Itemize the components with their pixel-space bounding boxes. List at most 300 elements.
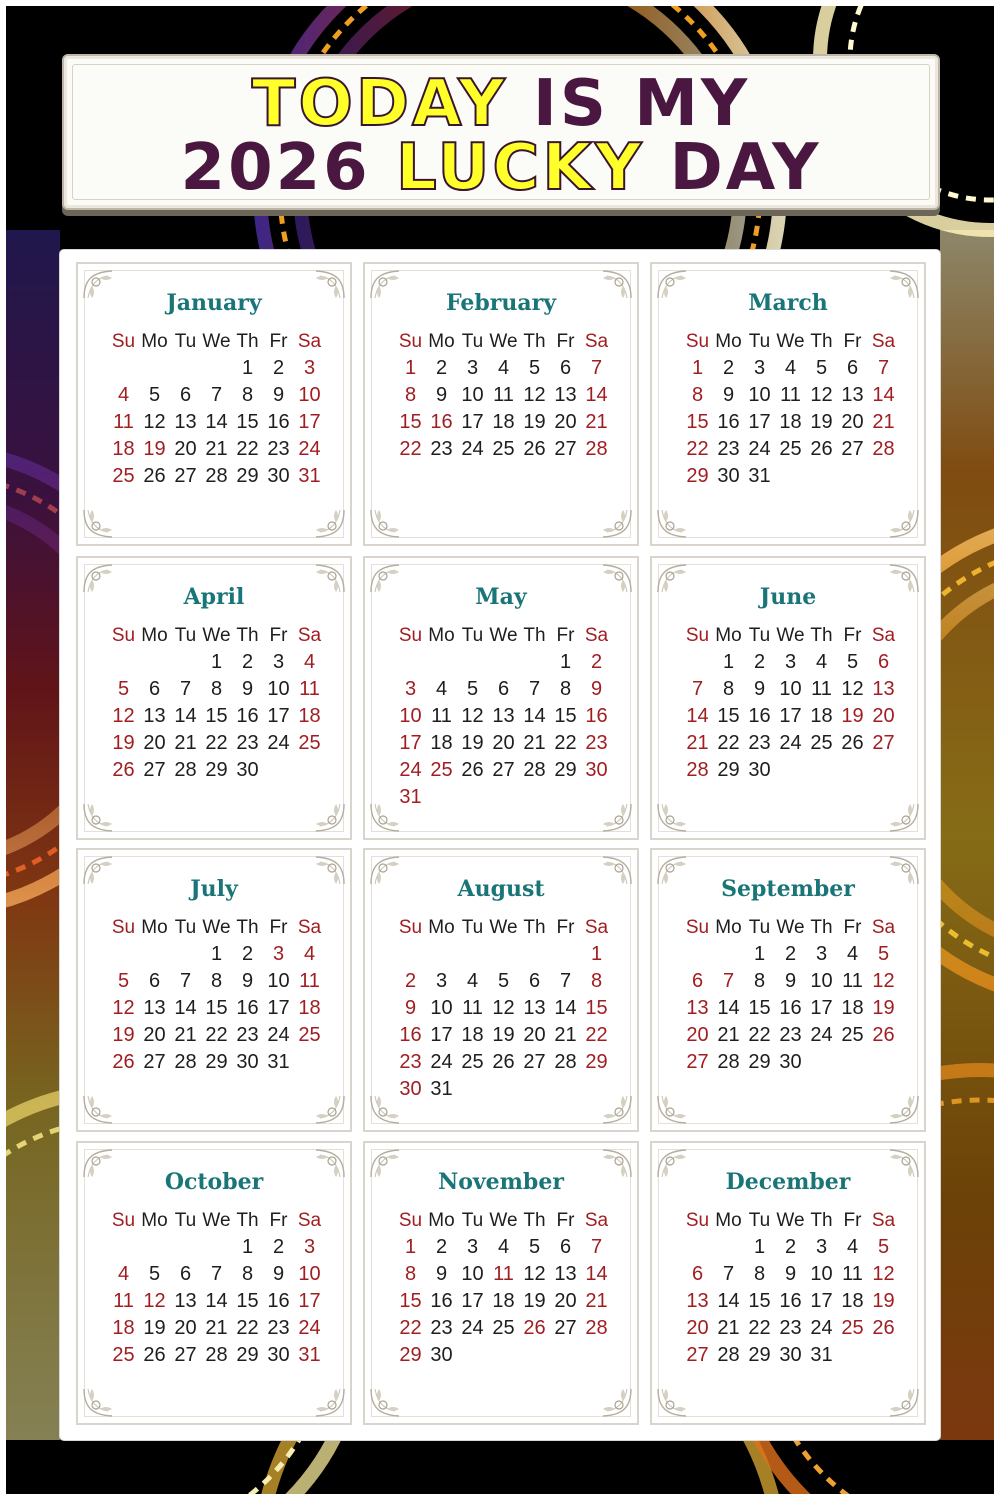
- month-name: February: [445, 290, 556, 316]
- day-cell: 16: [748, 705, 771, 727]
- month-grid: [395, 1207, 612, 1369]
- day-cell: 25: [492, 438, 515, 460]
- day-cell: 6: [148, 678, 161, 700]
- day-cell: 25: [492, 1317, 515, 1339]
- day-cell: 31: [430, 1078, 453, 1100]
- empty-day-cell: [868, 463, 899, 490]
- day-cell: 10: [267, 678, 290, 700]
- corner-ornament-icon: [82, 506, 128, 540]
- empty-day-cell: [488, 784, 519, 811]
- day-cell: 8: [241, 1263, 254, 1285]
- empty-day-cell: [170, 941, 201, 968]
- empty-day-cell: [713, 941, 744, 968]
- day-cell: 2: [590, 651, 603, 673]
- weekday-header: We: [202, 917, 231, 938]
- day-cell: 29: [205, 759, 228, 781]
- weekday-header: We: [202, 625, 231, 646]
- day-cell: 21: [686, 732, 709, 754]
- empty-day-cell: [775, 757, 806, 784]
- week-row: [395, 995, 612, 1022]
- weekday-header: Fr: [556, 331, 575, 352]
- day-cell: 31: [298, 1344, 321, 1366]
- day-cell: 14: [523, 705, 546, 727]
- day-cell: 29: [717, 759, 740, 781]
- day-cell: 12: [143, 1290, 166, 1312]
- month-name: October: [164, 1169, 264, 1195]
- day-cell: 12: [461, 705, 484, 727]
- day-cell: 13: [143, 705, 166, 727]
- day-cell: 23: [430, 438, 453, 460]
- empty-day-cell: [713, 1234, 744, 1261]
- weekday-header: Su: [398, 1210, 423, 1231]
- corner-ornament-icon: [300, 800, 346, 834]
- day-cell: 1: [590, 943, 603, 965]
- day-cell: 23: [236, 1024, 259, 1046]
- week-row: [682, 676, 899, 703]
- day-cell: 27: [686, 1051, 709, 1073]
- week-row: [108, 409, 325, 436]
- day-cell: 9: [753, 678, 766, 700]
- day-cell: 22: [205, 1024, 228, 1046]
- day-cell: 10: [430, 997, 453, 1019]
- day-cell: 26: [492, 1051, 515, 1073]
- day-cell: 1: [559, 651, 572, 673]
- week-row: [108, 1234, 325, 1261]
- empty-day-cell: [550, 941, 581, 968]
- day-cell: 16: [779, 1290, 802, 1312]
- day-cell: 25: [841, 1317, 864, 1339]
- weekday-header: We: [776, 1210, 805, 1231]
- week-row: [682, 1315, 899, 1342]
- corner-ornament-icon: [874, 800, 920, 834]
- day-cell: 19: [143, 438, 166, 460]
- month-grid: [395, 328, 612, 463]
- month-grid: [682, 1207, 899, 1369]
- day-cell: 24: [461, 1317, 484, 1339]
- weekday-header: Tu: [174, 625, 197, 646]
- day-cell: 3: [435, 970, 448, 992]
- day-cell: 17: [267, 705, 290, 727]
- month-card: [76, 262, 352, 546]
- day-cell: 28: [872, 438, 895, 460]
- week-row: [108, 1049, 325, 1076]
- weekday-header-row: [395, 1207, 612, 1234]
- day-cell: 17: [461, 1290, 484, 1312]
- day-cell: 25: [112, 1344, 135, 1366]
- day-cell: 27: [492, 759, 515, 781]
- day-cell: 25: [841, 1024, 864, 1046]
- week-row: [395, 1315, 612, 1342]
- weekday-header-row: [108, 1207, 325, 1234]
- title-word: 2026: [180, 131, 371, 205]
- week-row: [108, 676, 325, 703]
- day-cell: 15: [554, 705, 577, 727]
- corner-ornament-icon: [587, 1385, 633, 1419]
- weekday-header: Sa: [584, 331, 609, 352]
- weekday-header-row: [682, 622, 899, 649]
- title-word: DAY: [669, 131, 822, 205]
- week-row: [108, 968, 325, 995]
- empty-day-cell: [294, 757, 325, 784]
- weekday-header: Fr: [843, 331, 862, 352]
- day-cell: 1: [404, 1236, 417, 1258]
- day-cell: 24: [267, 732, 290, 754]
- day-cell: 4: [497, 1236, 510, 1258]
- day-cell: 20: [174, 1317, 197, 1339]
- day-cell: 1: [753, 1236, 766, 1258]
- day-cell: 20: [841, 411, 864, 433]
- day-cell: 28: [174, 759, 197, 781]
- day-cell: 27: [174, 465, 197, 487]
- week-row: [682, 968, 899, 995]
- corner-ornament-icon: [656, 1385, 702, 1419]
- empty-day-cell: [682, 649, 713, 676]
- day-cell: 18: [841, 997, 864, 1019]
- empty-day-cell: [108, 649, 139, 676]
- month-grid: [108, 328, 325, 490]
- day-cell: 16: [267, 1290, 290, 1312]
- weekday-header: Th: [236, 917, 259, 938]
- day-cell: 19: [841, 705, 864, 727]
- day-cell: 6: [559, 357, 572, 379]
- empty-day-cell: [550, 1342, 581, 1369]
- day-cell: 5: [877, 1236, 890, 1258]
- day-cell: 13: [686, 997, 709, 1019]
- day-cell: 12: [872, 1263, 895, 1285]
- weekday-header-row: [395, 622, 612, 649]
- week-row: [395, 1261, 612, 1288]
- week-row: [108, 703, 325, 730]
- week-row: [682, 1342, 899, 1369]
- day-cell: 19: [492, 1024, 515, 1046]
- day-cell: 22: [399, 438, 422, 460]
- weekday-header: Tu: [174, 1210, 197, 1231]
- day-cell: 27: [143, 759, 166, 781]
- day-cell: 2: [241, 651, 254, 673]
- corner-ornament-icon: [656, 800, 702, 834]
- weekday-header: Sa: [584, 917, 609, 938]
- weekday-header: Su: [685, 331, 710, 352]
- day-cell: 21: [205, 438, 228, 460]
- day-cell: 3: [272, 651, 285, 673]
- day-cell: 24: [430, 1051, 453, 1073]
- day-cell: 21: [174, 732, 197, 754]
- empty-day-cell: [457, 1076, 488, 1103]
- weekday-header: Mo: [141, 331, 168, 352]
- weekday-header-row: [395, 914, 612, 941]
- day-cell: 25: [430, 759, 453, 781]
- day-cell: 12: [841, 678, 864, 700]
- empty-day-cell: [837, 1342, 868, 1369]
- weekday-header: Sa: [297, 625, 322, 646]
- day-cell: 13: [174, 1290, 197, 1312]
- weekday-header: Mo: [141, 917, 168, 938]
- weekday-header: Mo: [715, 917, 742, 938]
- week-row: [682, 941, 899, 968]
- day-cell: 28: [554, 1051, 577, 1073]
- weekday-header: Sa: [297, 917, 322, 938]
- weekday-header: We: [202, 331, 231, 352]
- day-cell: 16: [236, 705, 259, 727]
- day-cell: 14: [717, 997, 740, 1019]
- day-cell: 29: [205, 1051, 228, 1073]
- week-row: [108, 1022, 325, 1049]
- week-row: [682, 1049, 899, 1076]
- day-cell: 21: [585, 411, 608, 433]
- day-cell: 18: [779, 411, 802, 433]
- corner-ornament-icon: [300, 1385, 346, 1419]
- day-cell: 29: [236, 1344, 259, 1366]
- day-cell: 14: [686, 705, 709, 727]
- day-cell: 18: [461, 1024, 484, 1046]
- empty-day-cell: [806, 463, 837, 490]
- week-row: [682, 1261, 899, 1288]
- day-cell: 12: [143, 411, 166, 433]
- day-cell: 1: [753, 943, 766, 965]
- month-name: January: [166, 290, 262, 316]
- day-cell: 18: [112, 438, 135, 460]
- day-cell: 9: [435, 1263, 448, 1285]
- day-cell: 17: [399, 732, 422, 754]
- day-cell: 26: [810, 438, 833, 460]
- day-cell: 15: [399, 1290, 422, 1312]
- weekday-header: Tu: [461, 917, 484, 938]
- day-cell: 12: [523, 384, 546, 406]
- weekday-header: Th: [236, 1210, 259, 1231]
- empty-day-cell: [837, 757, 868, 784]
- day-cell: 28: [585, 438, 608, 460]
- day-cell: 6: [148, 970, 161, 992]
- day-cell: 31: [267, 1051, 290, 1073]
- day-cell: 20: [686, 1024, 709, 1046]
- weekday-header: Su: [685, 625, 710, 646]
- week-row: [682, 995, 899, 1022]
- week-row: [395, 941, 612, 968]
- week-row: [395, 436, 612, 463]
- week-row: [395, 1022, 612, 1049]
- weekday-header: Sa: [871, 1210, 896, 1231]
- day-cell: 27: [174, 1344, 197, 1366]
- weekday-header: Mo: [715, 1210, 742, 1231]
- weekday-header: We: [776, 917, 805, 938]
- day-cell: 21: [523, 732, 546, 754]
- day-cell: 7: [590, 1236, 603, 1258]
- month-grid: [395, 914, 612, 1103]
- day-cell: 19: [143, 1317, 166, 1339]
- weekday-header: Sa: [297, 331, 322, 352]
- empty-day-cell: [139, 941, 170, 968]
- weekday-header: Th: [810, 625, 833, 646]
- day-cell: 20: [523, 1024, 546, 1046]
- weekday-header: Su: [398, 625, 423, 646]
- day-cell: 20: [174, 438, 197, 460]
- day-cell: 9: [590, 678, 603, 700]
- empty-day-cell: [519, 1342, 550, 1369]
- weekday-header: Mo: [141, 625, 168, 646]
- empty-day-cell: [837, 463, 868, 490]
- day-cell: 22: [399, 1317, 422, 1339]
- day-cell: 13: [143, 997, 166, 1019]
- day-cell: 14: [205, 411, 228, 433]
- week-row: [395, 1342, 612, 1369]
- day-cell: 21: [717, 1024, 740, 1046]
- week-row: [395, 968, 612, 995]
- week-row: [682, 355, 899, 382]
- week-row: [682, 463, 899, 490]
- day-cell: 11: [780, 384, 801, 406]
- weekday-header-row: [682, 914, 899, 941]
- week-row: [395, 1076, 612, 1103]
- day-cell: 26: [112, 1051, 135, 1073]
- day-cell: 28: [174, 1051, 197, 1073]
- day-cell: 12: [492, 997, 515, 1019]
- day-cell: 24: [298, 438, 321, 460]
- day-cell: 15: [585, 997, 608, 1019]
- day-cell: 31: [399, 786, 422, 808]
- month-name: April: [183, 584, 245, 610]
- day-cell: 9: [272, 1263, 285, 1285]
- week-row: [682, 757, 899, 784]
- day-cell: 12: [112, 705, 135, 727]
- day-cell: 14: [872, 384, 895, 406]
- empty-day-cell: [395, 941, 426, 968]
- month-card: [650, 556, 926, 840]
- day-cell: 16: [585, 705, 608, 727]
- day-cell: 5: [846, 651, 859, 673]
- weekday-header: Sa: [871, 625, 896, 646]
- day-cell: 19: [523, 411, 546, 433]
- day-cell: 22: [686, 438, 709, 460]
- month-name: September: [721, 876, 855, 902]
- weekday-header: Th: [810, 1210, 833, 1231]
- day-cell: 20: [686, 1317, 709, 1339]
- day-cell: 24: [399, 759, 422, 781]
- day-cell: 24: [298, 1317, 321, 1339]
- day-cell: 2: [753, 651, 766, 673]
- weekday-header: Mo: [715, 625, 742, 646]
- weekday-header: Th: [236, 331, 259, 352]
- day-cell: 15: [748, 997, 771, 1019]
- title-line-2: [64, 131, 938, 205]
- week-row: [108, 1315, 325, 1342]
- month-grid: [108, 1207, 325, 1369]
- day-cell: 23: [748, 732, 771, 754]
- day-cell: 4: [466, 970, 479, 992]
- weekday-header: Tu: [748, 331, 771, 352]
- day-cell: 1: [404, 357, 417, 379]
- day-cell: 5: [148, 1263, 161, 1285]
- day-cell: 13: [492, 705, 515, 727]
- day-cell: 8: [241, 384, 254, 406]
- empty-day-cell: [139, 355, 170, 382]
- day-cell: 21: [174, 1024, 197, 1046]
- day-cell: 2: [784, 1236, 797, 1258]
- week-row: [682, 703, 899, 730]
- day-cell: 22: [554, 732, 577, 754]
- day-cell: 6: [497, 678, 510, 700]
- weekday-header: Fr: [556, 625, 575, 646]
- day-cell: 22: [236, 438, 259, 460]
- day-cell: 3: [272, 943, 285, 965]
- day-cell: 24: [810, 1317, 833, 1339]
- day-cell: 23: [267, 1317, 290, 1339]
- weekday-header: We: [489, 331, 518, 352]
- empty-day-cell: [457, 941, 488, 968]
- day-cell: 8: [753, 1263, 766, 1285]
- month-card: [363, 1141, 639, 1425]
- day-cell: 26: [872, 1317, 895, 1339]
- day-cell: 30: [267, 465, 290, 487]
- day-cell: 3: [784, 651, 797, 673]
- week-row: [395, 409, 612, 436]
- weekday-header: Su: [111, 917, 136, 938]
- weekday-header: Tu: [748, 1210, 771, 1231]
- day-cell: 6: [179, 1263, 192, 1285]
- day-cell: 6: [528, 970, 541, 992]
- day-cell: 4: [815, 651, 828, 673]
- day-cell: 4: [497, 357, 510, 379]
- day-cell: 22: [748, 1024, 771, 1046]
- weekday-header: We: [489, 1210, 518, 1231]
- day-cell: 7: [528, 678, 541, 700]
- day-cell: 23: [779, 1024, 802, 1046]
- day-cell: 7: [877, 357, 890, 379]
- weekday-header-row: [108, 914, 325, 941]
- day-cell: 30: [430, 1344, 453, 1366]
- week-row: [108, 1288, 325, 1315]
- day-cell: 10: [298, 1263, 321, 1285]
- corner-ornament-icon: [656, 1092, 702, 1126]
- weekday-header: Su: [398, 331, 423, 352]
- weekday-header: We: [202, 1210, 231, 1231]
- empty-day-cell: [550, 784, 581, 811]
- week-row: [395, 649, 612, 676]
- day-cell: 23: [236, 732, 259, 754]
- day-cell: 25: [779, 438, 802, 460]
- weekday-header: Th: [523, 1210, 546, 1231]
- day-cell: 28: [585, 1317, 608, 1339]
- empty-day-cell: [837, 1049, 868, 1076]
- week-row: [108, 382, 325, 409]
- empty-day-cell: [868, 1342, 899, 1369]
- day-cell: 18: [492, 1290, 515, 1312]
- day-cell: 30: [585, 759, 608, 781]
- empty-day-cell: [581, 1076, 612, 1103]
- title-word: TODAY: [251, 67, 508, 141]
- day-cell: 20: [872, 705, 895, 727]
- day-cell: 17: [779, 705, 802, 727]
- week-row: [682, 382, 899, 409]
- day-cell: 3: [815, 943, 828, 965]
- day-cell: 16: [399, 1024, 422, 1046]
- day-cell: 11: [299, 678, 320, 700]
- day-cell: 27: [841, 438, 864, 460]
- day-cell: 9: [241, 678, 254, 700]
- day-cell: 11: [811, 678, 832, 700]
- day-cell: 20: [554, 411, 577, 433]
- day-cell: 19: [872, 997, 895, 1019]
- corner-ornament-icon: [300, 1092, 346, 1126]
- empty-day-cell: [488, 649, 519, 676]
- day-cell: 17: [298, 411, 321, 433]
- day-cell: 21: [585, 1290, 608, 1312]
- day-cell: 3: [303, 357, 316, 379]
- month-grid: [682, 622, 899, 784]
- day-cell: 30: [236, 759, 259, 781]
- day-cell: 25: [810, 732, 833, 754]
- day-cell: 31: [810, 1344, 833, 1366]
- month-card: [650, 848, 926, 1132]
